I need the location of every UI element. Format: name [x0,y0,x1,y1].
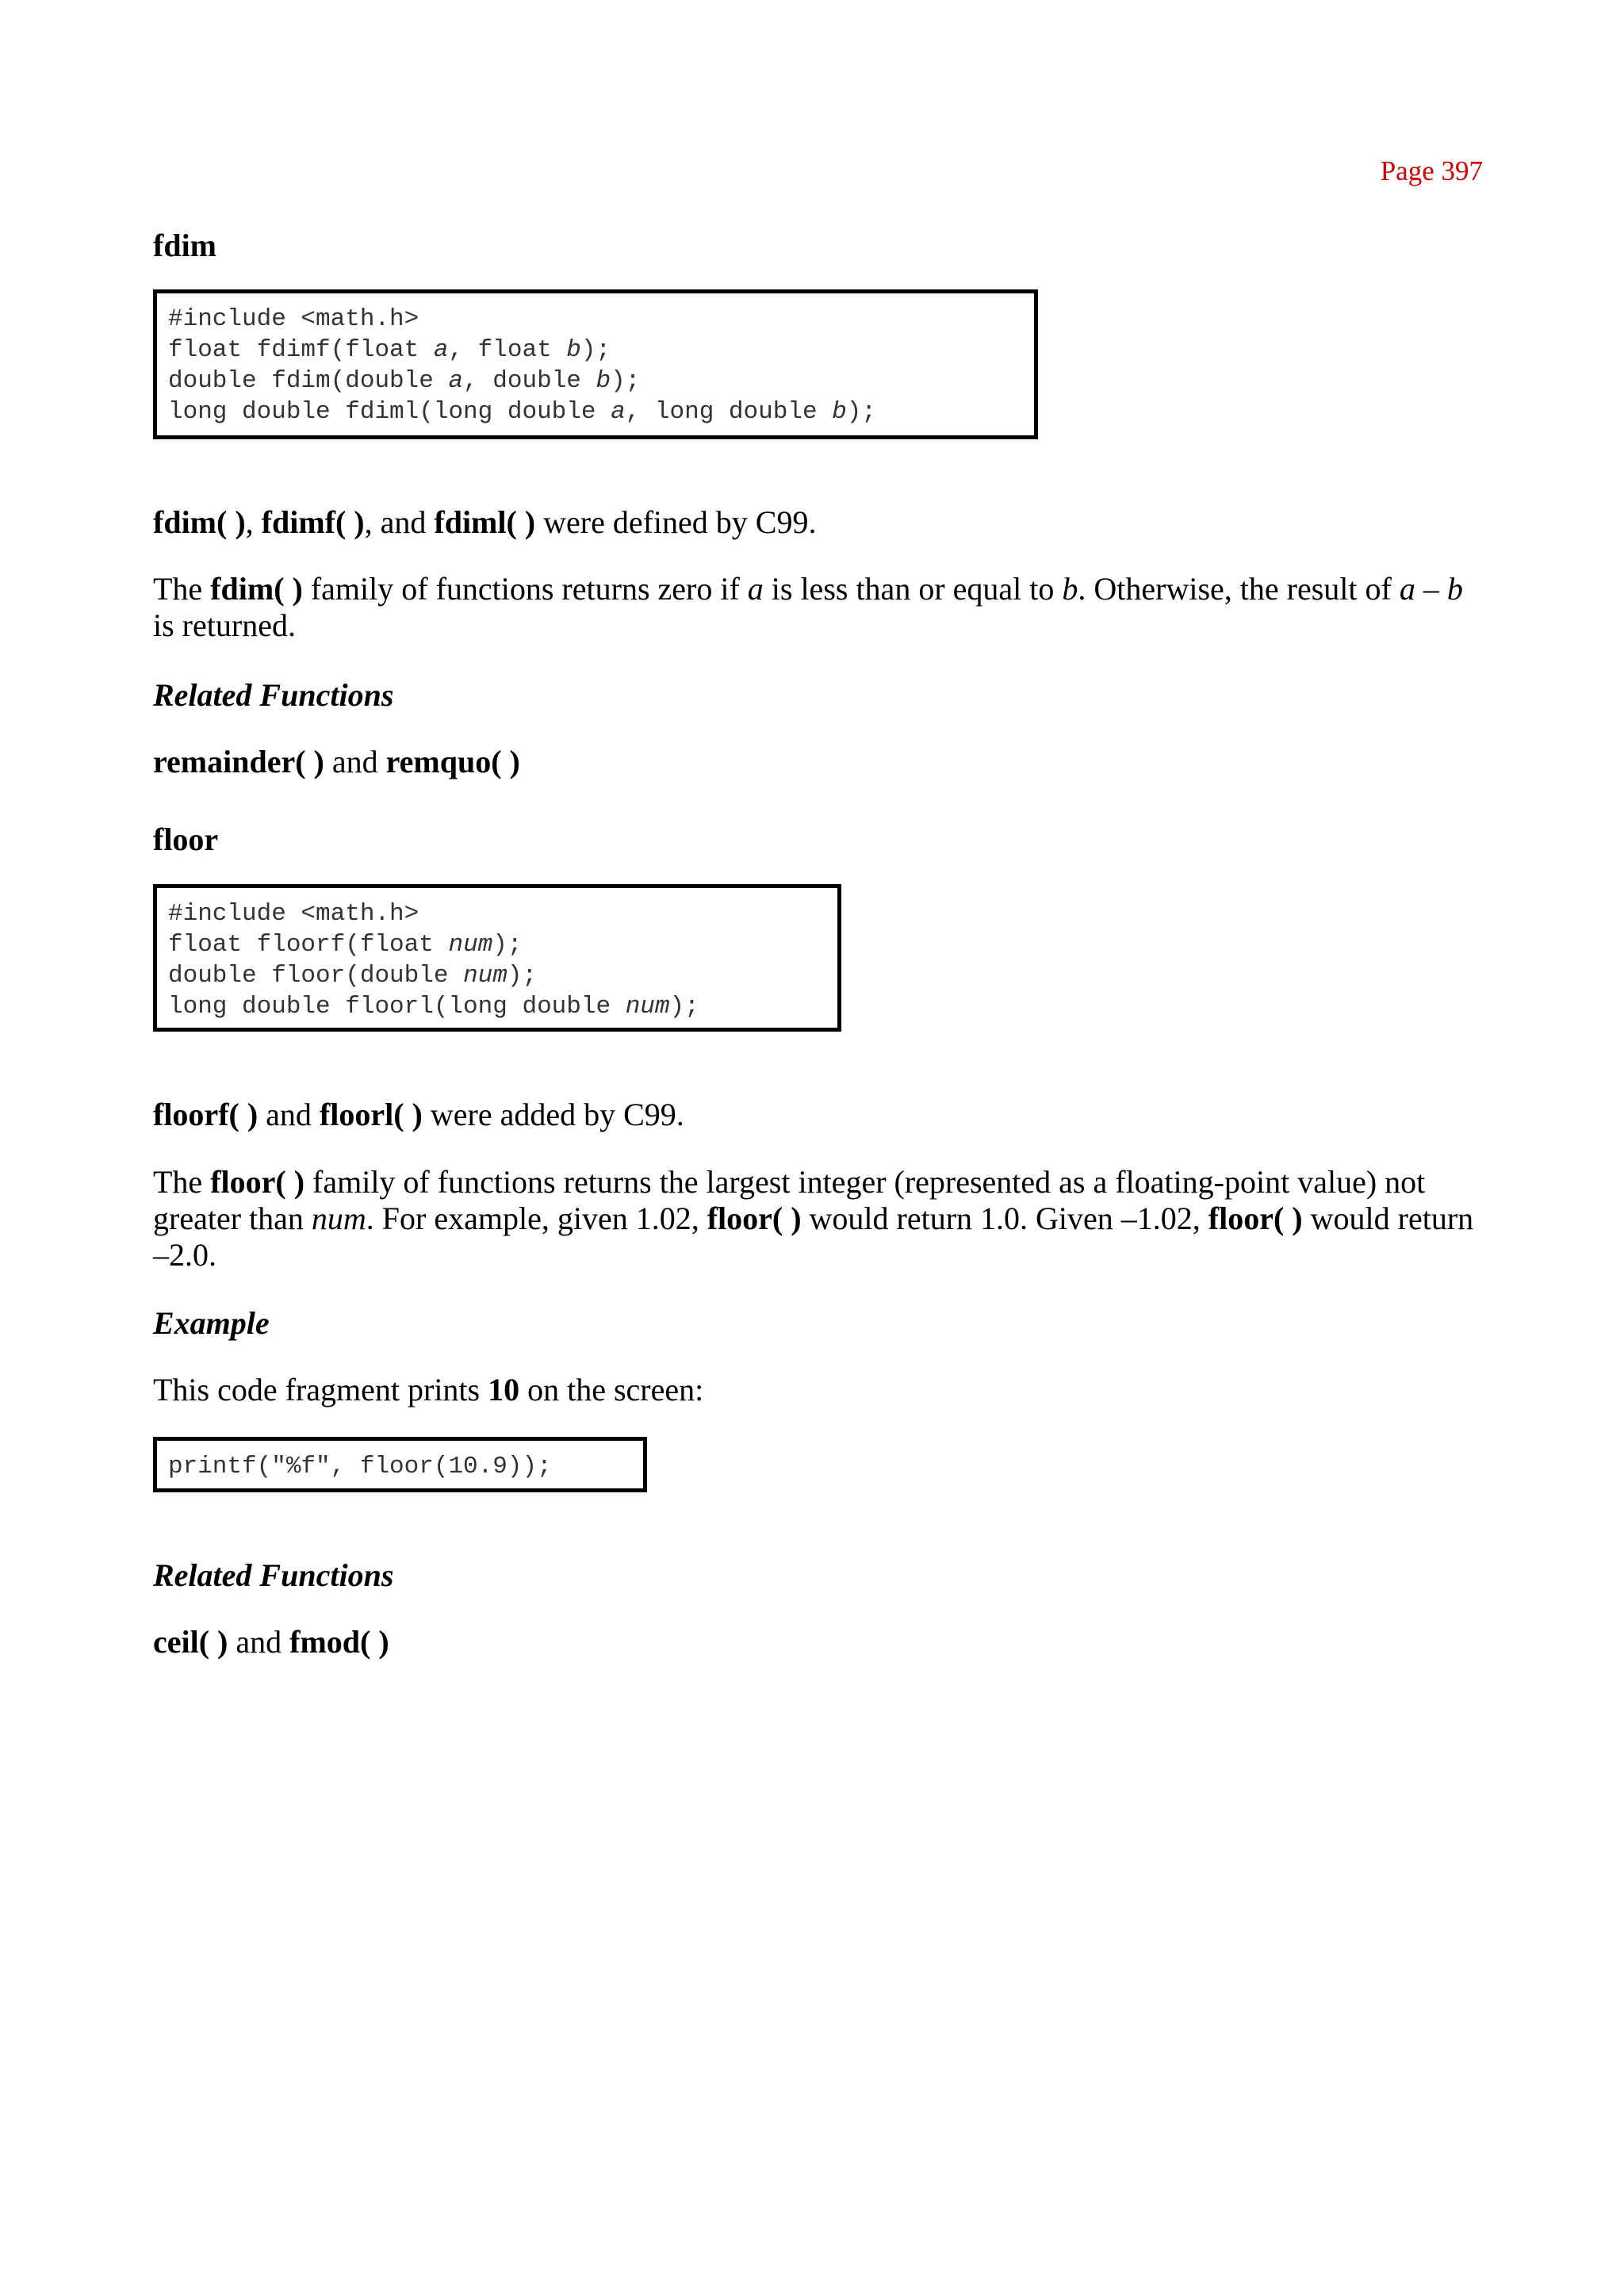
example-heading: Example [153,1305,270,1341]
floor-prototype-box [153,884,841,1032]
code-line: long double fdiml(long double a, long double b); [168,398,876,426]
fdim-related-heading: Related Functions [153,677,394,713]
example-text: This code fragment prints 10 on the screen: [153,1372,704,1407]
code-line: printf("%f", floor(10.9)); [168,1453,552,1480]
code-line: float fdimf(float a, float b); [168,336,611,364]
code-line: float floorf(float num); [168,931,523,959]
fdim-c99-note: fdim( ), fdimf( ), and fdiml( ) were defined by C99. [153,504,817,540]
floor-heading: floor [153,821,219,857]
fdim-prototype-box [153,289,1038,439]
code-line: double fdim(double a, double b); [168,367,641,395]
code-line: double floor(double num); [168,962,538,990]
fdim-heading: fdim [153,228,216,263]
page-number: Page 397 [1380,155,1483,186]
fdim-related-functions: remainder( ) and remquo( ) [153,744,520,779]
floor-prototype-code [168,898,826,1022]
example-code-box [153,1437,647,1492]
floor-related-heading: Related Functions [153,1557,394,1593]
code-line: #include <math.h> [168,900,419,928]
code-line: #include <math.h> [168,305,419,333]
floor-c99-note: floorf( ) and floorl( ) were added by C99. [153,1097,684,1132]
floor-description: The floor( ) family of functions returns the largest integer (represented as a floating-point value) not greater than num. For example, given 1.02, floor( ) would return 1.0. Given –1.02, floor( ) would return –2.0. [153,1164,1474,1273]
fdim-description: The fdim( ) family of functions returns zero if a is less than or equal to b. Otherwise, the result of a – b is returned. [153,571,1463,643]
fdim-prototype-code [168,304,1023,427]
example-code [168,1451,632,1482]
code-line: long double floorl(long double num); [168,993,699,1021]
floor-related-functions: ceil( ) and fmod( ) [153,1624,389,1660]
